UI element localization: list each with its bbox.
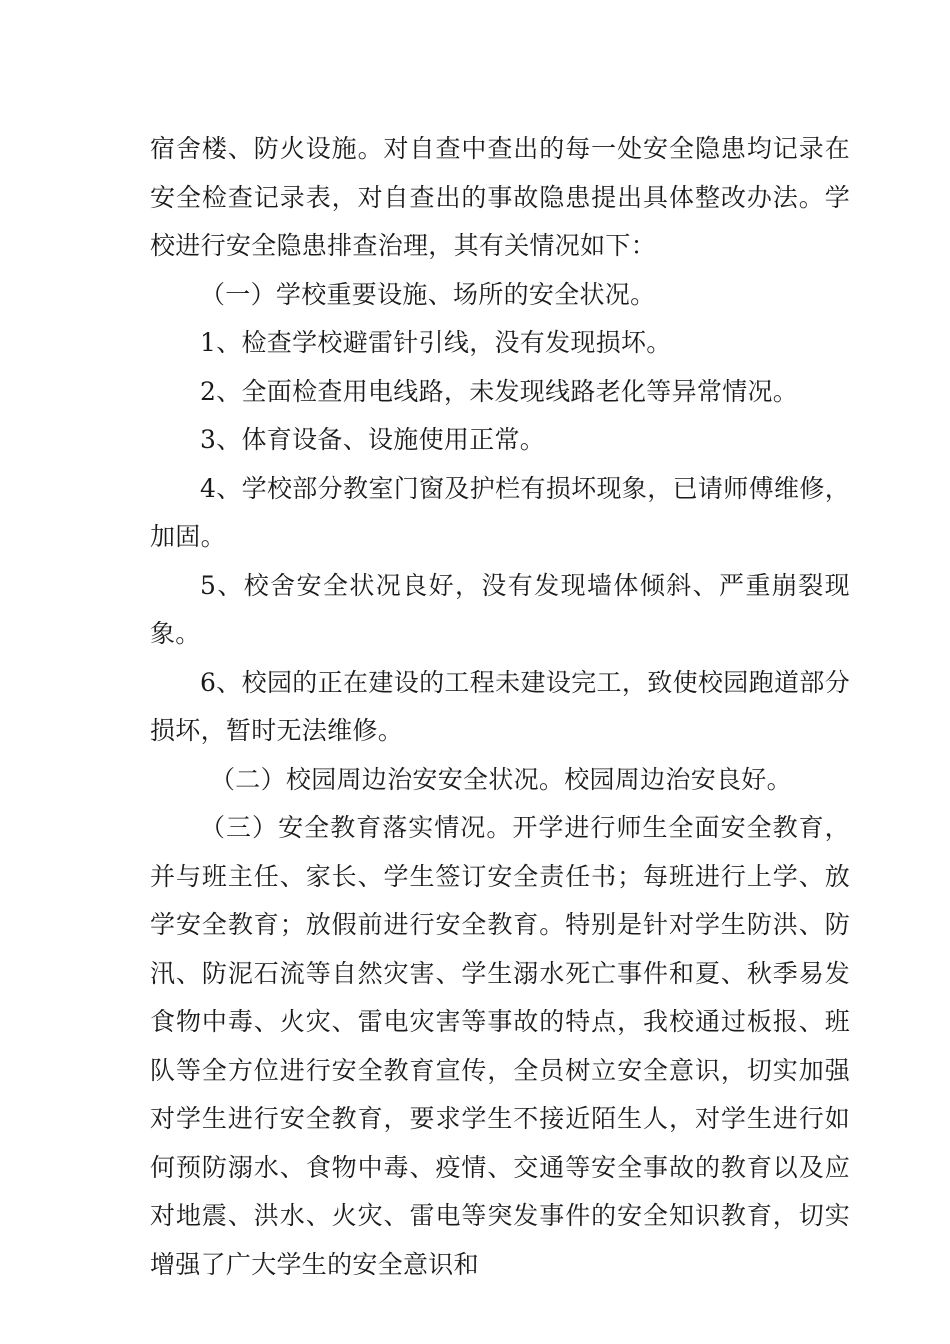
paragraph-safety-education: （三）安全教育落实情况。开学进行师生全面安全教育，并与班主任、家长、学生签订安全责任书；每班进行上学、放学安全教育；放假前进行安全教育。特别是针对学生防洪、防汛、防泥石流等自然灾害、学生溺水死亡事件和夏、秋季易发食物中毒、火灾、雷电灾害等事故的特点，我校通过板报、班队等全方位进行安全教育宣传，全员树立安全意识，切实加强对学生进行安全教育，要求学生不接近陌生人，对学生进行如何预防溺水、食物中毒、疫情、交通等安全事故的教育以及应对地震、洪水、火灾、雷电等突发事件的安全知识教育，切实增强了广大学生的安全意识和 <box>150 813 850 1279</box>
list-item: 5、校舍安全状况良好，没有发现墙体倾斜、严重崩裂现象。 <box>150 570 850 648</box>
list-item: 2、全面检查用电线路，未发现线路老化等异常情况。 <box>200 376 799 406</box>
document-page <box>150 125 850 1289</box>
paragraph-intro: 宿舍楼、防火设施。对自查中查出的每一处安全隐患均记录在安全检查记录表，对自查出的事故隐患提出具体整改办法。学校进行安全隐患排查治理，其有关情况如下： <box>150 134 850 260</box>
list-item: 3、体育设备、设施使用正常。 <box>200 425 546 454</box>
list-item: 6、校园的正在建设的工程未建设完工，致使校园跑道部分损坏，暂时无法维修。 <box>150 667 850 745</box>
list-item: 1、检查学校避雷针引线，没有发现损坏。 <box>200 328 672 357</box>
list-item: 4、学校部分教室门窗及护栏有损坏现象，已请师傅维修，加固。 <box>150 473 850 551</box>
section-heading-1: （一）学校重要设施、场所的安全状况。 <box>200 279 656 309</box>
section-heading-2: （二）校园周边治安安全状况。校园周边治安良好。 <box>210 764 792 794</box>
